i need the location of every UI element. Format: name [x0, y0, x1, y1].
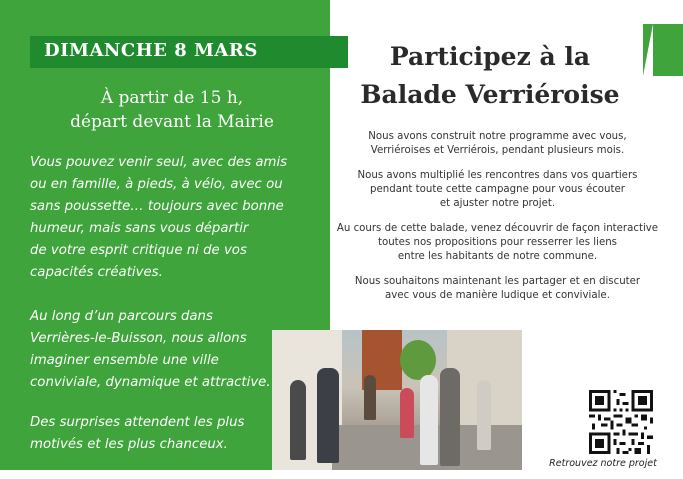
- photo-person: [364, 375, 376, 420]
- right-line: entre les habitants de notre commune.: [397, 251, 598, 262]
- photo-person: [420, 375, 438, 465]
- time-line-1: À partir de 15 h,: [100, 88, 244, 108]
- photo-tree: [400, 340, 436, 380]
- para1-line: humeur, mais sans vous départir: [30, 221, 249, 236]
- para2-line: imaginer ensemble une ville: [30, 353, 219, 368]
- right-line: Nous souhaitons maintenant les partager et en discuter: [354, 276, 641, 287]
- qr-caption: Retrouvez notre projet: [549, 458, 657, 469]
- photo-person: [317, 368, 339, 463]
- right-paragraph-4: [330, 275, 665, 303]
- para1-line: sans poussette… toujours avec bonne: [30, 199, 284, 214]
- right-line: et ajuster notre projet.: [439, 198, 556, 209]
- date-text: DIMANCHE 8 MARS: [44, 40, 258, 61]
- para2-line: Au long d’un parcours dans: [30, 309, 213, 324]
- para2-line: Verrières-le-Buisson, nous allons: [30, 331, 247, 346]
- time-line-2: départ devant la Mairie: [70, 112, 274, 132]
- para1-line: de votre esprit critique ni de vos: [30, 243, 247, 258]
- right-paragraph-2: [330, 169, 665, 211]
- date-banner-fill: [30, 36, 348, 68]
- left-paragraph-1: [30, 152, 325, 284]
- right-strip-diagonal: [643, 24, 653, 76]
- date-banner: [30, 36, 355, 68]
- qr-code-icon[interactable]: [589, 390, 653, 454]
- title-line-1: Participez à la: [389, 42, 591, 71]
- right-body-text: [330, 130, 665, 314]
- photo-person: [477, 380, 491, 450]
- right-line: Nous avons construit notre programme avec vous,: [368, 131, 627, 142]
- photo-person: [440, 368, 460, 466]
- para1-line: capacités créatives.: [30, 265, 163, 280]
- right-line: avec vous de manière ludique et conviviale.: [385, 290, 610, 301]
- para1-line: ou en famille, à pieds, à vélo, avec ou: [30, 177, 283, 192]
- para3-line: motivés et les plus chanceux.: [30, 437, 228, 452]
- right-line: Verriéroises et Verriérois, pendant plusieurs mois.: [370, 145, 625, 156]
- right-paragraph-1: [330, 130, 665, 158]
- right-paragraph-3: [330, 222, 665, 264]
- bottom-white-band: [0, 470, 683, 479]
- photo-person: [400, 388, 414, 438]
- right-line: pendant toute cette campagne pour vous écouter: [370, 184, 625, 195]
- street-photo: [272, 330, 522, 471]
- right-line: Au cours de cette balade, venez découvrir de façon interactive: [336, 223, 659, 234]
- right-line: Nous avons multiplié les rencontres dans vos quartiers: [357, 170, 638, 181]
- page-title: [352, 38, 628, 114]
- right-line: toutes nos propositions pour resserrer les liens: [378, 237, 617, 248]
- para3-line: Des surprises attendent les plus: [30, 415, 245, 430]
- para1-line: Vous pouvez venir seul, avec des amis: [30, 155, 288, 170]
- title-line-2: Balade Verriéroise: [360, 80, 620, 109]
- para2-line: conviviale, dynamique et attractive.: [30, 375, 271, 390]
- photo-person: [290, 380, 306, 460]
- start-time-info: [24, 86, 320, 134]
